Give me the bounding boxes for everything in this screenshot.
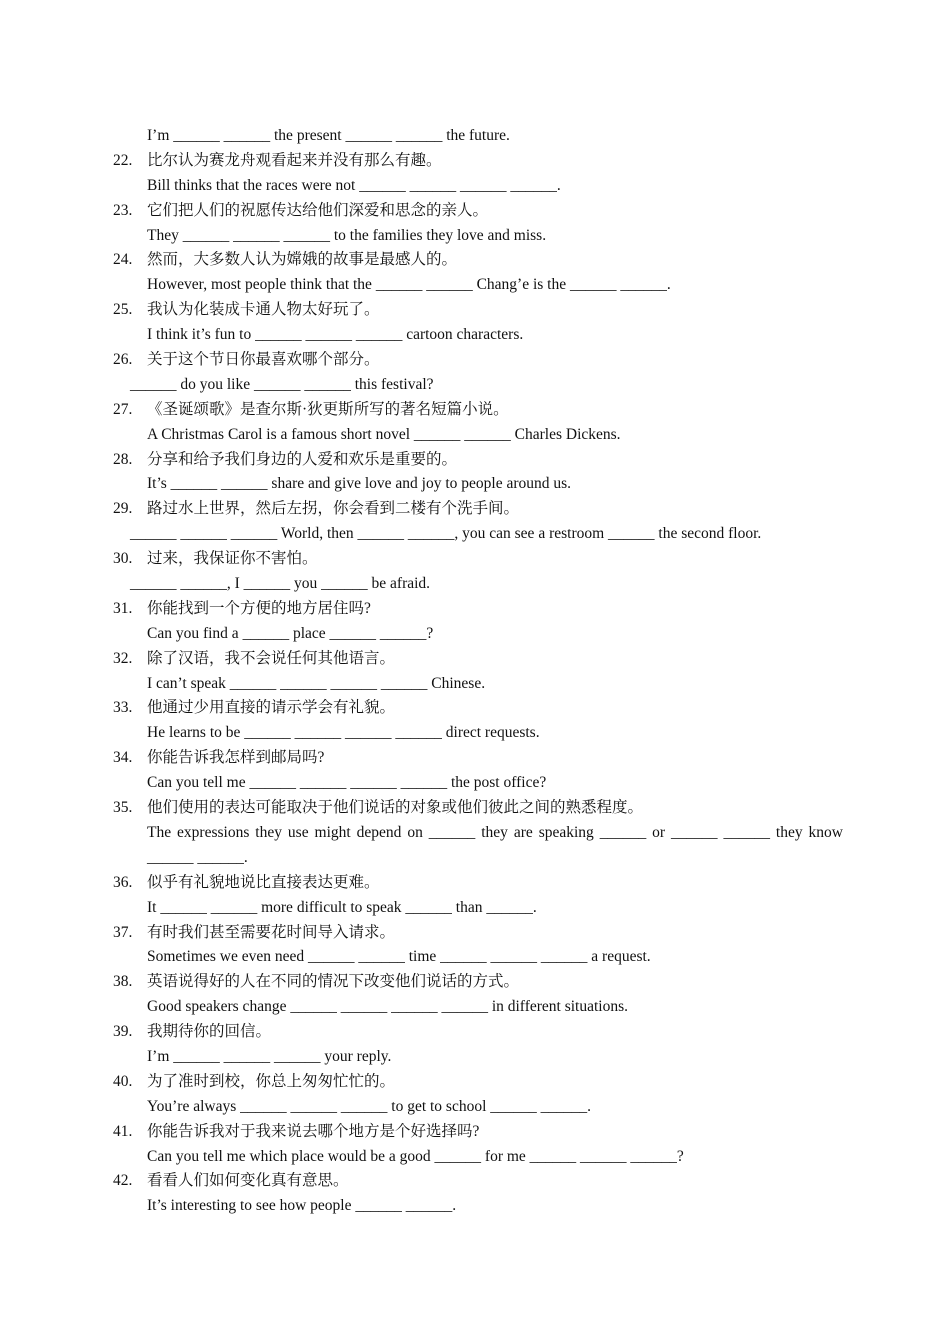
item-34 [113,746,843,796]
item-35 [113,796,843,871]
chinese-prompt [113,547,843,572]
item-number: 25. [113,301,133,319]
chinese-text: 过来，我保证你不害怕。 [147,550,318,568]
item-number: 34. [113,749,133,767]
english-answer-line: A Christmas Carol is a famous short novel ______ ______ Charles Dickens. [147,425,621,443]
chinese-prompt [113,248,843,273]
item-27 [113,398,843,448]
item-33 [113,696,843,746]
chinese-prompt [113,597,843,622]
english-answer-line: Good speakers change ______ ______ ______ ______ in different situations. [147,998,628,1016]
item-28 [113,448,843,498]
item-24 [113,248,843,298]
item-30 [113,547,843,597]
item-number: 33. [113,699,133,717]
english-answer-line: ______ do you like ______ ______ this festival? [130,375,434,393]
item-number: 36. [113,873,133,891]
english-answer-line: Can you tell me ______ ______ ______ ______ the post office? [147,774,547,792]
chinese-text: 似乎有礼貌地说比直接表达更难。 [147,873,380,891]
chinese-text: 有时我们甚至需要花时间导入请求。 [147,923,396,941]
chinese-prompt [113,647,843,672]
item-25 [113,298,843,348]
english-answer-line: The expressions they use might depend on ______ they are speaking ______ or ______ ______ they know ______ ______. [147,823,843,866]
chinese-prompt [113,746,843,771]
item-number: 35. [113,799,133,817]
english-answer-line: I can’t speak ______ ______ ______ ______ Chinese. [147,674,486,692]
item-number: 37. [113,923,133,941]
item-number: 27. [113,400,133,418]
item-29 [113,497,843,547]
item-38 [113,970,843,1020]
item-number: 41. [113,1122,133,1140]
item-40 [113,1070,843,1120]
chinese-prompt [113,796,843,821]
item-26 [113,348,843,398]
chinese-prompt [113,398,843,423]
chinese-prompt [113,298,843,323]
item-number: 42. [113,1172,133,1190]
item-number: 23. [113,201,133,219]
chinese-text: 然而，大多数人认为嫦娥的故事是最感人的。 [147,251,458,269]
english-answer-line: However, most people think that the ______ ______ Chang’e is the ______ ______. [147,276,671,294]
english-answer-line: It ______ ______ more difficult to speak ______ than ______. [147,898,537,916]
chinese-text: 为了准时到校，你总上匆匆忙忙的。 [147,1072,396,1090]
chinese-prompt [113,921,843,946]
chinese-prompt [113,1169,843,1194]
item-22 [113,149,843,199]
chinese-text: 我认为化装成卡通人物太好玩了。 [147,301,380,319]
chinese-prompt [113,448,843,473]
english-answer-line: I think it’s fun to ______ ______ ______ cartoon characters. [147,326,524,344]
item-number: 22. [113,151,133,169]
item-42 [113,1169,843,1219]
english-answer-line: They ______ ______ ______ to the families they love and miss. [147,226,547,244]
chinese-text: 路过水上世界，然后左拐，你会看到二楼有个洗手间。 [147,500,520,518]
item-41 [113,1120,843,1170]
chinese-prompt [113,1020,843,1045]
item-number: 40. [113,1072,133,1090]
item-number: 30. [113,550,133,568]
chinese-text: 他通过少用直接的请示学会有礼貌。 [147,699,396,717]
item-39 [113,1020,843,1070]
item-number: 28. [113,450,133,468]
english-answer-line: I’m ______ ______ ______ your reply. [147,1047,392,1065]
chinese-text: 《圣诞颂歌》是查尔斯·狄更斯所写的著名短篇小说。 [147,400,509,418]
item-number: 26. [113,351,133,369]
chinese-prompt [113,871,843,896]
english-answer-line: Can you tell me which place would be a good ______ for me ______ ______ ______? [147,1147,684,1165]
english-answer-line: Sometimes we even need ______ ______ time ______ ______ ______ a request. [147,948,651,966]
english-answer-line: ______ ______ ______ World, then ______ ______, you can see a restroom ______ the second floor. [130,525,762,543]
chinese-prompt [113,1120,843,1145]
chinese-prompt [113,199,843,224]
chinese-text: 关于这个节日你最喜欢哪个部分。 [147,351,380,369]
chinese-prompt [113,497,843,522]
chinese-text: 你能找到一个方便的地方居住吗? [147,599,371,617]
chinese-prompt [113,970,843,995]
english-answer-line: ______ ______, I ______ you ______ be afraid. [130,575,431,593]
chinese-text: 你能告诉我怎样到邮局吗? [147,749,325,767]
chinese-text: 英语说得好的人在不同的情况下改变他们说话的方式。 [147,973,520,991]
chinese-prompt [113,348,843,373]
english-answer-line: You’re always ______ ______ ______ to get to school ______ ______. [147,1097,592,1115]
chinese-prompt [113,149,843,174]
chinese-text: 他们使用的表达可能取决于他们说话的对象或他们彼此之间的熟悉程度。 [147,799,644,817]
item-number: 38. [113,973,133,991]
chinese-text: 比尔认为赛龙舟观看起来并没有那么有趣。 [147,151,442,169]
item-number: 39. [113,1023,133,1041]
english-answer-line: It’s interesting to see how people ______ ______. [147,1197,457,1215]
item-23 [113,199,843,249]
item-number: 29. [113,500,133,518]
item-number: 31. [113,599,133,617]
english-answer-line: It’s ______ ______ share and give love and joy to people around us. [147,475,572,493]
chinese-text: 它们把人们的祝愿传达给他们深爱和思念的亲人。 [147,201,489,219]
item-32 [113,647,843,697]
chinese-text: 你能告诉我对于我来说去哪个地方是个好选择吗? [147,1122,480,1140]
chinese-text: 看看人们如何变化真有意思。 [147,1172,349,1190]
item-36 [113,871,843,921]
english-answer-line: Bill thinks that the races were not ______ ______ ______ ______. [147,176,561,194]
chinese-prompt [113,696,843,721]
answer-line-21: I’m ______ ______ the present ______ ______ the future. [147,127,510,144]
item-31 [113,597,843,647]
chinese-text: 除了汉语，我不会说任何其他语言。 [147,649,396,667]
english-answer-line: Can you find a ______ place ______ ______? [147,624,434,642]
item-number: 32. [113,649,133,667]
chinese-prompt [113,1070,843,1095]
exercise-list [113,124,843,1219]
item-number: 24. [113,251,133,269]
item-37 [113,921,843,971]
chinese-text: 分享和给予我们身边的人爱和欢乐是重要的。 [147,450,458,468]
english-answer-line: He learns to be ______ ______ ______ ______ direct requests. [147,724,540,742]
chinese-text: 我期待你的回信。 [147,1023,272,1041]
